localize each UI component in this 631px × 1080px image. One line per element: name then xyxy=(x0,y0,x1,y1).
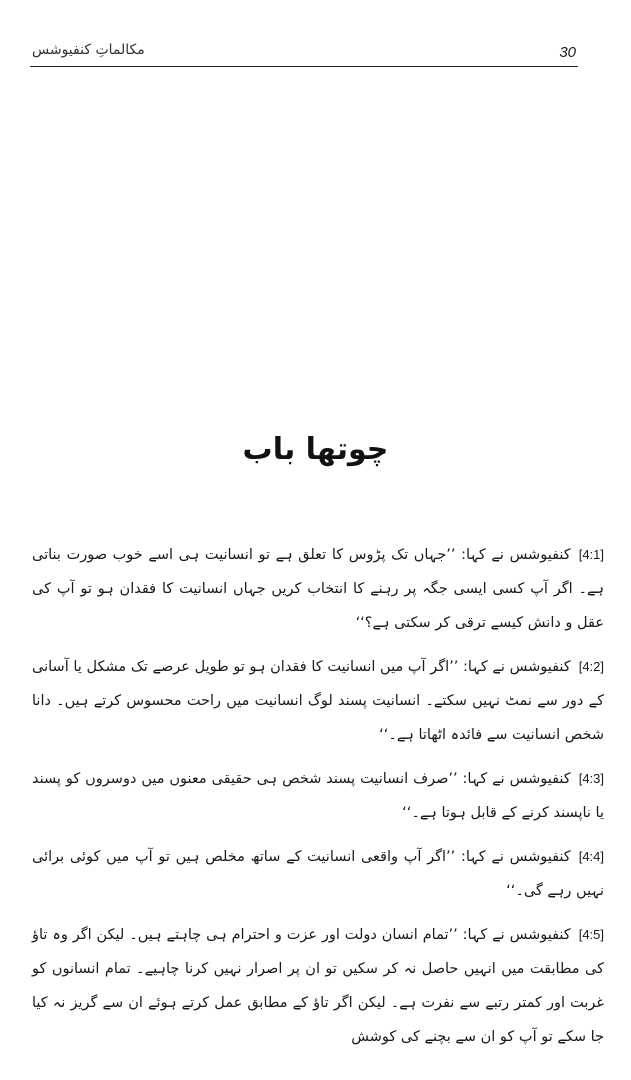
paragraph-4-1 xyxy=(32,538,604,640)
paragraph-ref: [4:1] xyxy=(578,547,604,562)
body-text xyxy=(32,538,604,1064)
page-number: 30 xyxy=(559,44,576,61)
paragraph-4-4 xyxy=(32,840,604,908)
paragraph-text: کنفیوشس نے کہا: ’’جہاں تک پڑوس کا تعلق ہے تو انسانیت ہی اسے خوب صورت بناتی ہے۔ اگر آپ کسی ایسی جگہ پر رہنے کا انتخاب کریں جہاں انسانیت کا فقدان ہو تو آپ کی عقل و دانش کیسے ترقی کر سکتی ہے؟‘‘ xyxy=(32,547,604,631)
paragraph-text: کنفیوشس نے کہا: ’’صرف انسانیت پسند شخص ہی حقیقی معنوں میں دوسروں کو پسند یا ناپسند کرنے کے قابل ہوتا ہے۔‘‘ xyxy=(32,771,604,821)
running-title: مکالماتِ کنفیوشس xyxy=(32,42,145,58)
paragraph-4-5 xyxy=(32,918,604,1054)
paragraph-ref: [4:3] xyxy=(578,771,604,786)
paragraph-ref: [4:4] xyxy=(578,849,604,864)
paragraph-ref: [4:5] xyxy=(578,927,604,942)
paragraph-text: کنفیوشس نے کہا: ’’اگر آپ میں انسانیت کا فقدان ہو تو طویل عرصے تک مشکل یا آسانی کے دور سے نمٹ نہیں سکتے۔ انسانیت پسند لوگ انسانیت میں راحت محسوس کرتے ہیں۔ دانا شخص انسانیت سے فائدہ اٹھاتا ہے۔‘‘ xyxy=(32,659,604,743)
paragraph-ref: [4:2] xyxy=(578,659,604,674)
page-header xyxy=(30,38,578,67)
paragraph-text: کنفیوشس نے کہا: ’’تمام انسان دولت اور عزت و احترام ہی چاہتے ہیں۔ لیکن اگر وہ تاؤ کی مطابقت میں انہیں حاصل نہ کر سکیں تو ان پر اصرار نہیں کرنا چاہیے۔ تمام انسانوں کو غربت اور کمتر رتبے سے نفرت ہے۔ لیکن اگر تاؤ کے مطابق عمل کرتے ہوئے ان سے گریز نہ کیا جا سکے تو آپ کو ان سے بچنے کی کوشش xyxy=(32,927,604,1045)
paragraph-text: کنفیوشس نے کہا: ’’اگر آپ واقعی انسانیت کے ساتھ مخلص ہیں تو آپ میں کوئی برائی نہیں رہے گی۔‘‘ xyxy=(32,849,604,899)
paragraph-4-3 xyxy=(32,762,604,830)
chapter-title: چوتھا باب xyxy=(242,432,389,467)
paragraph-4-2 xyxy=(32,650,604,752)
